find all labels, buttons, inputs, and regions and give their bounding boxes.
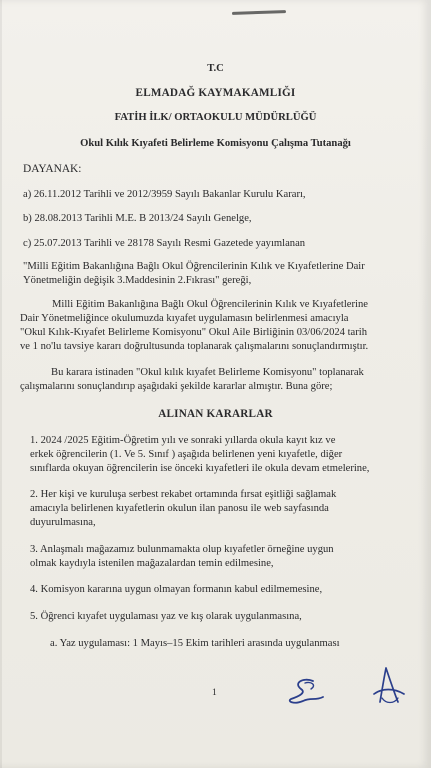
basis-heading: DAYANAK: <box>23 163 82 175</box>
decision-3-line2: olmak kaydıyla istenilen mağazalardan temin edilmesine, <box>30 558 274 569</box>
intro-p1-line4: ve 1 no'lu tavsiye kararı doğrultusunda toplanarak çalışmalarını sonuçlandırmıştır. <box>20 341 369 352</box>
intro-p2-line2: çalışmalarını sonuçlandırıp aşağıdaki şekilde kararlar almıştır. Buna göre; <box>20 381 333 392</box>
page-number: 1 <box>212 688 217 698</box>
decision-4: 4. Komisyon kararına uygun olmayan formanın kabul edilmemesine, <box>30 584 323 595</box>
document-title: Okul Kılık Kıyafeti Belirleme Komisyonu Çalışma Tutanağı <box>80 138 351 149</box>
header-district: ELMADAĞ KAYMAKAMLIĞI <box>135 87 296 99</box>
decision-2-line1: 2. Her kişi ve kuruluşa serbest rekabet ortamında fırsat eşitliği sağlamak <box>30 489 337 500</box>
basis-quote-line2: Yönetmeliğin değişik 3.Maddesinin 2.Fıkrası" gereği, <box>23 275 252 286</box>
signature-2 <box>368 664 408 710</box>
decision-2-line3: duyurulmasına, <box>30 517 96 528</box>
decision-5: 5. Öğrenci kıyafet uygulaması yaz ve kış olarak uygulanmasına, <box>30 611 302 622</box>
intro-p1-line3: "Okul Kılık-Kıyafet Belirleme Komisyonu" Okul Aile Birliğinin 03/06/2024 tarih <box>20 327 368 338</box>
basis-a: a) 26.11.2012 Tarihli ve 2012/3959 Sayılı Bakanlar Kurulu Kararı, <box>23 189 306 200</box>
header-tc: T.C <box>207 63 224 74</box>
decision-2-line2: amacıyla belirlenen kıyafetlerin okulun ilan panosu ile web sayfasında <box>30 503 329 514</box>
decision-5a: a. Yaz uygulaması: 1 Mayıs–15 Ekim tarihleri arasında uygulanması <box>50 638 340 649</box>
basis-b: b) 28.08.2013 Tarihli M.E. B 2013/24 Sayılı Genelge, <box>23 213 252 224</box>
signature-1 <box>283 675 333 711</box>
intro-p1-line2: Dair Yönetmeliğince okulumuzda kıyafet uygulamasın belirlenmesi amacıyla <box>20 313 349 324</box>
decision-1-line1: 1. 2024 /2025 Eğitim-Öğretim yılı ve sonraki yıllarda okula kayıt kız ve <box>30 435 336 446</box>
header-school: FATİH İLK/ ORTAOKULU MÜDÜRLÜĞÜ <box>114 112 317 123</box>
intro-p1-line1: Milli Eğitim Bakanlığına Bağlı Okul Öğrencilerinin Kılık ve Kıyafetlerine <box>52 299 368 310</box>
decisions-heading: ALINAN KARARLAR <box>158 408 273 420</box>
ink-mark <box>232 10 286 15</box>
basis-quote-line1: "Milli Eğitim Bakanlığına Bağlı Okul Öğrencilerinin Kılık ve Kıyafetlerine Dair <box>23 261 365 272</box>
decision-1-line3: sınıflarda okuyan öğrencilerin ise önceki kıyafetleri ile okula devam etmelerine, <box>30 463 370 474</box>
decision-3-line1: 3. Anlaşmalı mağazamız bulunmamakta olup kıyafetler örneğine uygun <box>30 544 334 555</box>
basis-c: c) 25.07.2013 Tarihli ve 28178 Sayılı Resmi Gazetede yayımlanan <box>23 238 306 249</box>
intro-p2-line1: Bu karara istinaden "Okul kılık kıyafet Belirleme Komisyonu" toplanarak <box>51 367 364 378</box>
decision-1-line2: erkek öğrencilerin (1. Ve 5. Sınıf ) aşağıda belirlenen yeni kıyafetle, diğer <box>30 449 343 460</box>
